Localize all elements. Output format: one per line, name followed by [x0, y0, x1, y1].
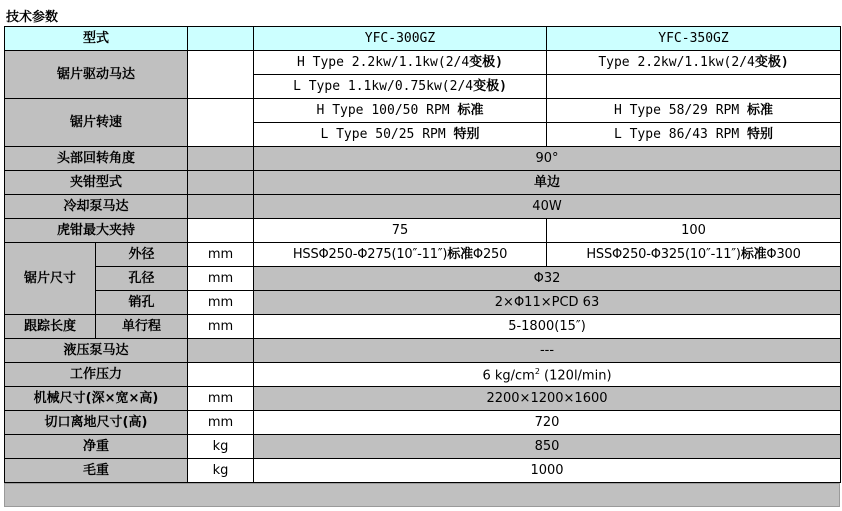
table-row-head-angle: [5, 147, 841, 171]
saw-motor-label: 锯片驱动马达: [5, 51, 188, 99]
spec-table: [4, 26, 841, 483]
cut-height-value: 720: [254, 411, 841, 435]
table-row-net-weight: [5, 435, 841, 459]
saw-speed-label: 锯片转速: [5, 99, 188, 147]
table-row-gross-weight: [5, 459, 841, 483]
saw-motor-unit: [188, 51, 254, 99]
hydraulic-label: 液压泵马达: [5, 339, 188, 363]
table-row-hydraulic: [5, 339, 841, 363]
blade-size-label: 锯片尺寸: [5, 243, 96, 315]
vise-unit: [188, 219, 254, 243]
hydraulic-unit: [188, 339, 254, 363]
table-row-tracking: [5, 315, 841, 339]
vise-value-1: 75: [254, 219, 547, 243]
tracking-value: 5-1800(15″): [254, 315, 841, 339]
saw-speed-l-1: L Type 50/25 RPM 特别: [254, 123, 547, 147]
head-angle-label: 头部回转角度: [5, 147, 188, 171]
table-row-blade-bore: [5, 267, 841, 291]
clamp-type-unit: [188, 171, 254, 195]
header-model-2: YFC-350GZ: [547, 27, 841, 51]
coolant-motor-value: 40W: [254, 195, 841, 219]
machine-size-unit: mm: [188, 387, 254, 411]
table-row-blade-pin: [5, 291, 841, 315]
coolant-motor-label: 冷却泵马达: [5, 195, 188, 219]
blade-outer-value-2: HSSΦ250-Φ325(10″-11″)标准Φ300: [547, 243, 841, 267]
saw-speed-h-1: H Type 100/50 RPM 标准: [254, 99, 547, 123]
gross-weight-value: 1000: [254, 459, 841, 483]
pressure-unit: [188, 363, 254, 387]
table-row-blade-outer: [5, 243, 841, 267]
table-row-saw-speed: [5, 99, 841, 123]
net-weight-unit: kg: [188, 435, 254, 459]
blade-bore-label: 孔径: [96, 267, 188, 291]
tracking-label: 跟踪长度: [5, 315, 96, 339]
tracking-unit: mm: [188, 315, 254, 339]
vise-label: 虎钳最大夹持: [5, 219, 188, 243]
table-row-machine-size: [5, 387, 841, 411]
table-row-cut-height: [5, 411, 841, 435]
saw-motor-h-value: H Type 2.2kw/1.1kw(2/4变极): [254, 51, 547, 75]
table-row-saw-motor: [5, 51, 841, 75]
header-unit-cell: [188, 27, 254, 51]
net-weight-value: 850: [254, 435, 841, 459]
table-row-pressure: [5, 363, 841, 387]
saw-speed-h-2: H Type 58/29 RPM 标准: [547, 99, 841, 123]
saw-motor-model2-value: Type 2.2kw/1.1kw(2/4变极): [547, 51, 841, 75]
blade-outer-unit: mm: [188, 243, 254, 267]
cut-height-label: 切口离地尺寸(高): [5, 411, 188, 435]
table-row-header: [5, 27, 841, 51]
blade-pin-unit: mm: [188, 291, 254, 315]
gross-weight-label: 毛重: [5, 459, 188, 483]
pressure-label: 工作压力: [5, 363, 188, 387]
saw-speed-unit: [188, 99, 254, 147]
machine-size-label: 机械尺寸(深×宽×高): [5, 387, 188, 411]
blade-pin-value: 2×Φ11×PCD 63: [254, 291, 841, 315]
footer-band: [4, 483, 840, 507]
net-weight-label: 净重: [5, 435, 188, 459]
tracking-sub-label: 单行程: [96, 315, 188, 339]
header-model-1: YFC-300GZ: [254, 27, 547, 51]
machine-size-value: 2200×1200×1600: [254, 387, 841, 411]
saw-motor-l-value: L Type 1.1kw/0.75kw(2/4变极): [254, 75, 547, 99]
hydraulic-value: ---: [254, 339, 841, 363]
vise-value-2: 100: [547, 219, 841, 243]
blade-outer-value-1: HSSΦ250-Φ275(10″-11″)标准Φ250: [254, 243, 547, 267]
page-title: 技术参数: [6, 10, 59, 25]
blade-bore-value: Φ32: [254, 267, 841, 291]
cut-height-unit: mm: [188, 411, 254, 435]
blade-outer-label: 外径: [96, 243, 188, 267]
blade-bore-unit: mm: [188, 267, 254, 291]
header-label: 型式: [5, 27, 188, 51]
head-angle-value: 90°: [254, 147, 841, 171]
blade-pin-label: 销孔: [96, 291, 188, 315]
coolant-motor-unit: [188, 195, 254, 219]
gross-weight-unit: kg: [188, 459, 254, 483]
table-row-vise: [5, 219, 841, 243]
clamp-type-value: 单边: [254, 171, 841, 195]
pressure-value: 6 $kg/cm^2$ (120l/min): [254, 363, 841, 387]
saw-motor-model2-empty: [547, 75, 841, 99]
head-angle-unit: [188, 147, 254, 171]
table-row-clamp-type: [5, 171, 841, 195]
table-row-coolant-motor: [5, 195, 841, 219]
clamp-type-label: 夹钳型式: [5, 171, 188, 195]
saw-speed-l-2: L Type 86/43 RPM 特别: [547, 123, 841, 147]
